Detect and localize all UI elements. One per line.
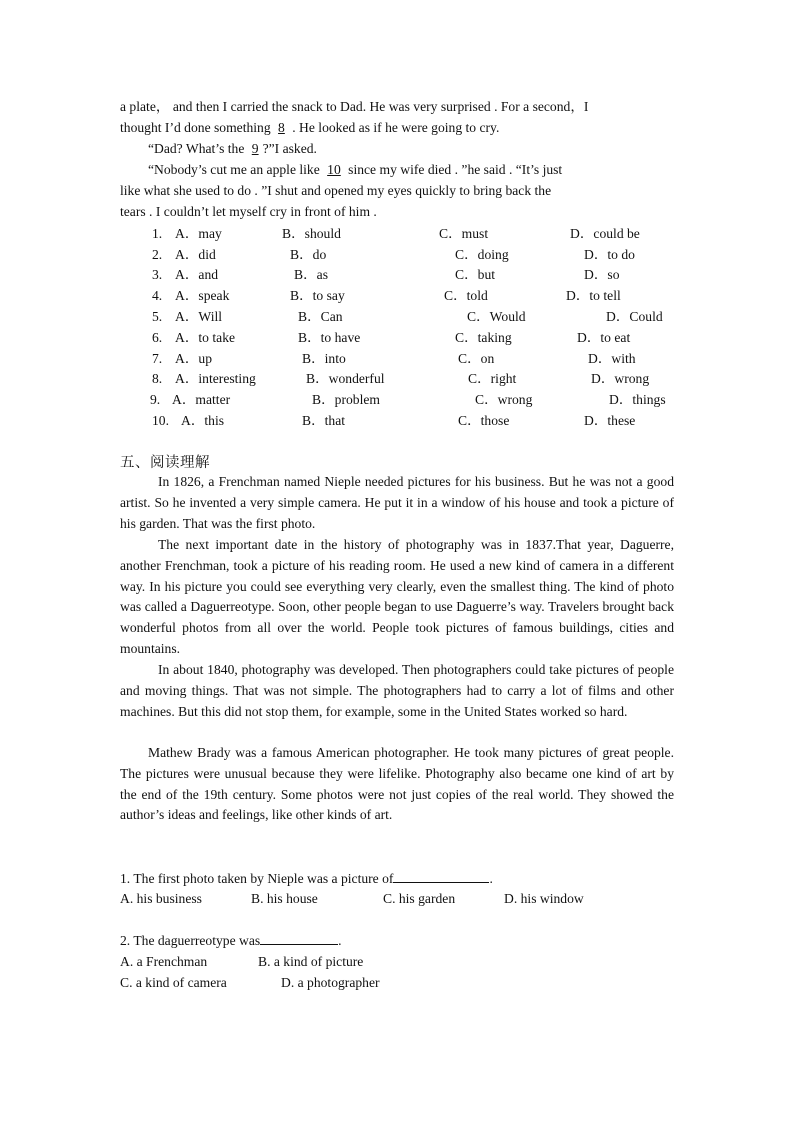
option-number: 7. xyxy=(152,351,163,366)
option-d: D. his window xyxy=(504,891,584,906)
option-row xyxy=(150,327,690,348)
option-c: C．must xyxy=(439,226,489,241)
option-a: A．may xyxy=(175,226,222,241)
option-a: A. his business xyxy=(120,891,202,906)
question-stem: 1. The first photo taken by Nieple was a picture of xyxy=(120,871,394,886)
cloze-line-2 xyxy=(120,118,674,139)
option-c: C．taking xyxy=(455,330,512,345)
option-d: D. a photographer xyxy=(281,975,380,990)
reading-paragraph-3: In about 1840, photography was developed. Then photographers could take pictures of people and moving things. That was not simple. The photographers had to carry a lot of films and other machines. But this did not stop them, for example, some in the United States worked so hard. xyxy=(120,662,674,719)
option-number: 6. xyxy=(152,330,163,345)
question-2-options-row-2 xyxy=(120,972,680,993)
reading-paragraph-1: In 1826, a Frenchman named Nieple needed pictures for his business. But he was not a good artist. So he invented a very simple camera. He put it in a window of his house and took a picture of his garden. That was the first photo. xyxy=(120,474,674,531)
option-number: 8. xyxy=(152,371,163,386)
option-d: D．to tell xyxy=(566,288,621,303)
option-c: C．right xyxy=(468,371,517,386)
option-number: 10. xyxy=(152,413,169,428)
option-b: B．problem xyxy=(312,392,380,407)
option-b: B. his house xyxy=(251,891,318,906)
option-a: A．interesting xyxy=(175,371,256,386)
option-c: C．those xyxy=(458,413,510,428)
cloze-line-6 xyxy=(120,202,674,223)
option-number: 5. xyxy=(152,309,163,324)
option-number: 3. xyxy=(152,267,163,282)
option-d: D．to do xyxy=(584,247,635,262)
blank-9: 9 xyxy=(251,141,259,156)
section-heading: 五、阅读理解 xyxy=(120,455,210,471)
option-b: B．to say xyxy=(290,288,345,303)
option-a: A．speak xyxy=(175,288,230,303)
reading-paragraph-4: Mathew Brady was a famous American photographer. He took many pictures of great people. The pictures were unusual because they were lifelike. Photography also became one kind of art by the end of the 19th century. Some photos were not just copies of the real world. They showed the author’s ideas and feelings, like other kinds of art. xyxy=(120,745,674,823)
option-a: A．this xyxy=(181,413,225,428)
option-row xyxy=(150,306,690,327)
blank-8: 8 xyxy=(278,120,285,135)
cloze-text: “Dad? What’s the xyxy=(148,141,248,156)
option-row xyxy=(150,223,690,244)
option-row xyxy=(150,410,690,431)
option-row xyxy=(150,264,690,285)
option-b: B．as xyxy=(294,267,328,282)
cloze-text: tears . I couldn’t let myself cry in front of him . xyxy=(120,204,377,219)
option-row xyxy=(150,348,690,369)
question-2 xyxy=(120,930,342,952)
option-b: B．wonderful xyxy=(306,371,385,386)
question-2-options xyxy=(120,951,680,972)
answer-blank xyxy=(260,930,338,945)
option-row xyxy=(150,389,690,410)
option-c: C．doing xyxy=(455,247,509,262)
option-c: C．told xyxy=(444,288,488,303)
option-a: A. a Frenchman xyxy=(120,954,208,969)
option-c: C．on xyxy=(458,351,495,366)
option-d: D．wrong xyxy=(591,371,650,386)
option-b: B．that xyxy=(302,413,346,428)
option-row xyxy=(150,285,690,306)
cloze-line-3 xyxy=(120,139,674,160)
option-a: A．and xyxy=(175,267,219,282)
option-a: A．to take xyxy=(175,330,236,345)
option-c: C. his garden xyxy=(383,891,456,906)
cloze-text: “Nobody’s cut me an apple like xyxy=(148,162,324,177)
question-end: . xyxy=(489,871,493,886)
option-d: D．things xyxy=(609,392,666,407)
option-b: B．to have xyxy=(298,330,361,345)
option-b: B. a kind of picture xyxy=(258,954,364,969)
option-number: 9. xyxy=(150,392,161,407)
option-b: B．do xyxy=(290,247,327,262)
reading-paragraph-2: The next important date in the history of photography was in 1837.That year, Daguerre, another Frenchman, took a picture of his reading room. He used a new kind of camera in a different way. In his picture you could see everything very clearly, even the smallest thing. The kind of photo was called a Daguerreotype. Soon, other people began to use Daguerre’s way. Travelers brought back wonderful photos from all over the world. People took pictures of famous buildings, cities and mountains. xyxy=(120,537,674,656)
blank-10: 10 xyxy=(327,162,341,177)
cloze-line-1 xyxy=(120,97,674,118)
question-1 xyxy=(120,868,493,890)
option-row xyxy=(150,244,690,265)
cloze-text: a plate， and then I carried the snack to Dad. He was very surprised . For a second，I xyxy=(120,99,589,114)
cloze-text: since my wife died . ”he said . “It’s just xyxy=(344,162,563,177)
cloze-text: like what she used to do . ”I shut and opened my eyes quickly to bring back the xyxy=(120,183,552,198)
option-number: 1. xyxy=(152,226,163,241)
option-b: B．Can xyxy=(298,309,343,324)
question-stem: 2. The daguerreotype was xyxy=(120,933,261,948)
option-a: A．up xyxy=(175,351,213,366)
question-1-options xyxy=(120,888,680,909)
cloze-text: ?”I asked. xyxy=(262,141,317,156)
option-c: C．Would xyxy=(467,309,526,324)
option-d: D．so xyxy=(584,267,620,282)
option-d: D．with xyxy=(588,351,636,366)
option-d: D．Could xyxy=(606,309,663,324)
option-a: A．did xyxy=(175,247,216,262)
option-b: B．should xyxy=(282,226,341,241)
option-row xyxy=(150,368,690,389)
cloze-text: thought I’d done something xyxy=(120,120,275,135)
question-end: . xyxy=(338,933,342,948)
cloze-line-5 xyxy=(120,181,674,202)
option-c: C．wrong xyxy=(475,392,533,407)
option-c: C. a kind of camera xyxy=(120,975,227,990)
answer-blank xyxy=(393,868,489,883)
option-c: C．but xyxy=(455,267,496,282)
option-a: A．matter xyxy=(172,392,231,407)
cloze-line-4 xyxy=(120,160,674,181)
option-number: 4. xyxy=(152,288,163,303)
option-d: D．could be xyxy=(570,226,640,241)
option-d: D．these xyxy=(584,413,636,428)
cloze-text: . He looked as if he were going to cry. xyxy=(288,120,500,135)
option-d: D．to eat xyxy=(577,330,631,345)
option-b: B．into xyxy=(302,351,346,366)
option-number: 2. xyxy=(152,247,163,262)
option-a: A．Will xyxy=(175,309,223,324)
